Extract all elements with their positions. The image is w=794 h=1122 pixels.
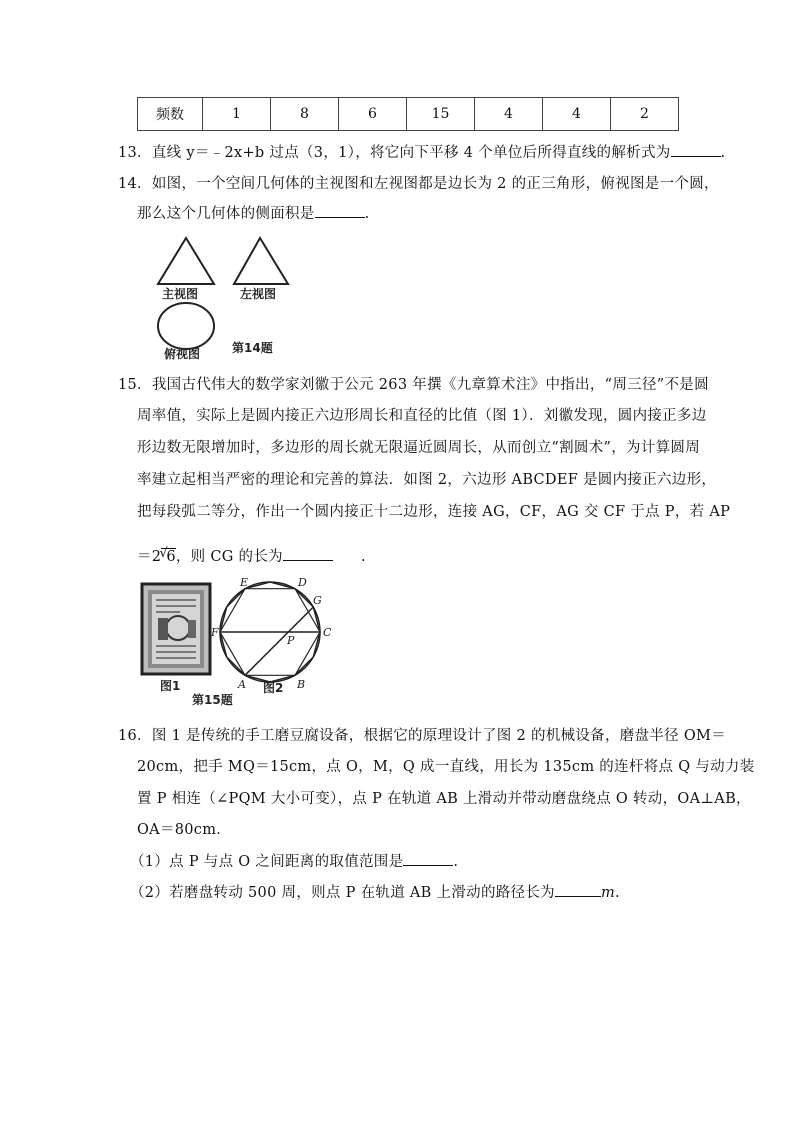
question-number: 16． [118,728,152,744]
table-cell: 8 [271,98,339,131]
answer-blank [403,852,453,866]
period: . [615,885,620,901]
sqrt-symbol: √ [159,546,168,561]
table-cell: 4 [475,98,543,131]
question-14-line2 [137,202,370,223]
figure-caption: 第14题 [232,341,273,355]
question-text: 直线 y＝﹣2x+b 过点（3，1），将它向下平移 4 个单位后所得直线的解析式为 [151,145,671,161]
figure-1-label: 图1 [160,679,181,693]
question-16-line3: 置 P 相连（∠PQM 大小可变），点 P 在轨道 AB 上滑动并带动磨盘绕点 O 转动，OA⊥AB， [137,791,751,807]
point-label-G: G [313,594,322,607]
period: . [453,854,459,870]
question-text: 如图，一个空间几何体的主视图和左视图都是边长为 2 的正三角形，俯视图是一个圆， [151,176,719,192]
point-label-C: C [323,626,332,639]
figure-caption: 第15题 [192,693,233,707]
book-photo-image [142,584,210,674]
question-14 [118,172,719,193]
question-text: 图 1 是传统的手工磨豆腐设备，根据它的原理设计了图 2 的机械设备，磨盘半径 OM＝ [151,728,726,744]
table-cell: 15 [407,98,475,131]
question-16 [118,724,726,745]
period: . [364,206,370,222]
period: . [360,549,366,565]
question-16-line2: 20cm，把手 MQ＝15cm，点 O，M，Q 成一直线，用长为 135cm 的连杆将点 Q 与动力装 [137,759,755,775]
left-view-label: 左视图 [240,287,277,301]
point-label-D: D [298,576,307,589]
table-cell: 1 [203,98,271,131]
q14-figure [148,232,298,360]
point-label-F: F [211,626,219,639]
question-text: ，则 CG 的长为 [175,549,283,565]
question-16-line4: OA＝80cm． [137,822,232,838]
question-text: （1）点 P 与点 O 之间距离的取值范围是 [130,854,404,870]
point-label-B: B [297,678,306,691]
circle-hexagon-diagram [220,582,320,682]
question-15 [118,373,709,394]
answer-blank [283,547,333,561]
point-label-E: E [240,576,249,589]
sqrt-radicand [161,548,176,565]
question-text: （2）若磨盘转动 500 周，则点 P 在轨道 AB 上滑动的路径长为 [130,885,555,901]
point-label-A: A [238,678,246,691]
top-view-circle [158,303,214,349]
table-header-cell: 频数 [138,98,203,131]
q15-figure [140,576,365,710]
question-16-part2 [130,881,620,902]
left-view-triangle [234,238,288,284]
period: . [720,145,726,161]
question-text: ＝2 [137,549,162,565]
answer-blank [671,143,721,157]
radicand-value: 6 [166,549,176,565]
point-label-P: P [287,634,295,647]
answer-blank [315,204,365,218]
question-15-line3: 形边数无限增加时，多边形的周长就无限逼近圆周长，从而创立“割圆术”，为计算圆周 [137,440,701,456]
question-text: 我国古代伟大的数学家刘徽于公元 263 年撰《九章算术注》中指出，“周三径”不是圆 [151,377,709,393]
question-15-line4: 率建立起相当严密的理论和完善的算法．如图 2，六边形 ABCDEF 是圆内接正六边形， [137,472,717,488]
question-13 [118,141,725,162]
question-number: 15． [118,377,152,393]
front-view-label: 主视图 [162,287,199,301]
table-cell: 6 [339,98,407,131]
unit: m [600,885,615,901]
frequency-table [137,97,679,131]
answer-blank [555,883,601,897]
question-15-line2: 周率值，实际上是圆内接正六边形周长和直径的比值（图 1）．刘徽发现，圆内接正多边 [137,408,707,424]
question-15-line5: 把每段弧二等分，作出一个圆内接正十二边形，连接 AG，CF，AG 交 CF 于点 P，若 AP [137,504,731,520]
front-view-triangle [158,238,214,284]
table-cell: 4 [543,98,611,131]
question-number: 14． [118,176,152,192]
question-15-line6 [137,545,366,566]
table-row [138,98,679,131]
question-text: 那么这个几何体的侧面积是 [137,206,315,222]
figure-2-label: 图2 [263,681,284,695]
table-cell: 2 [611,98,679,131]
top-view-label: 俯视图 [164,347,201,360]
question-number: 13． [118,145,152,161]
question-16-part1 [130,850,458,871]
